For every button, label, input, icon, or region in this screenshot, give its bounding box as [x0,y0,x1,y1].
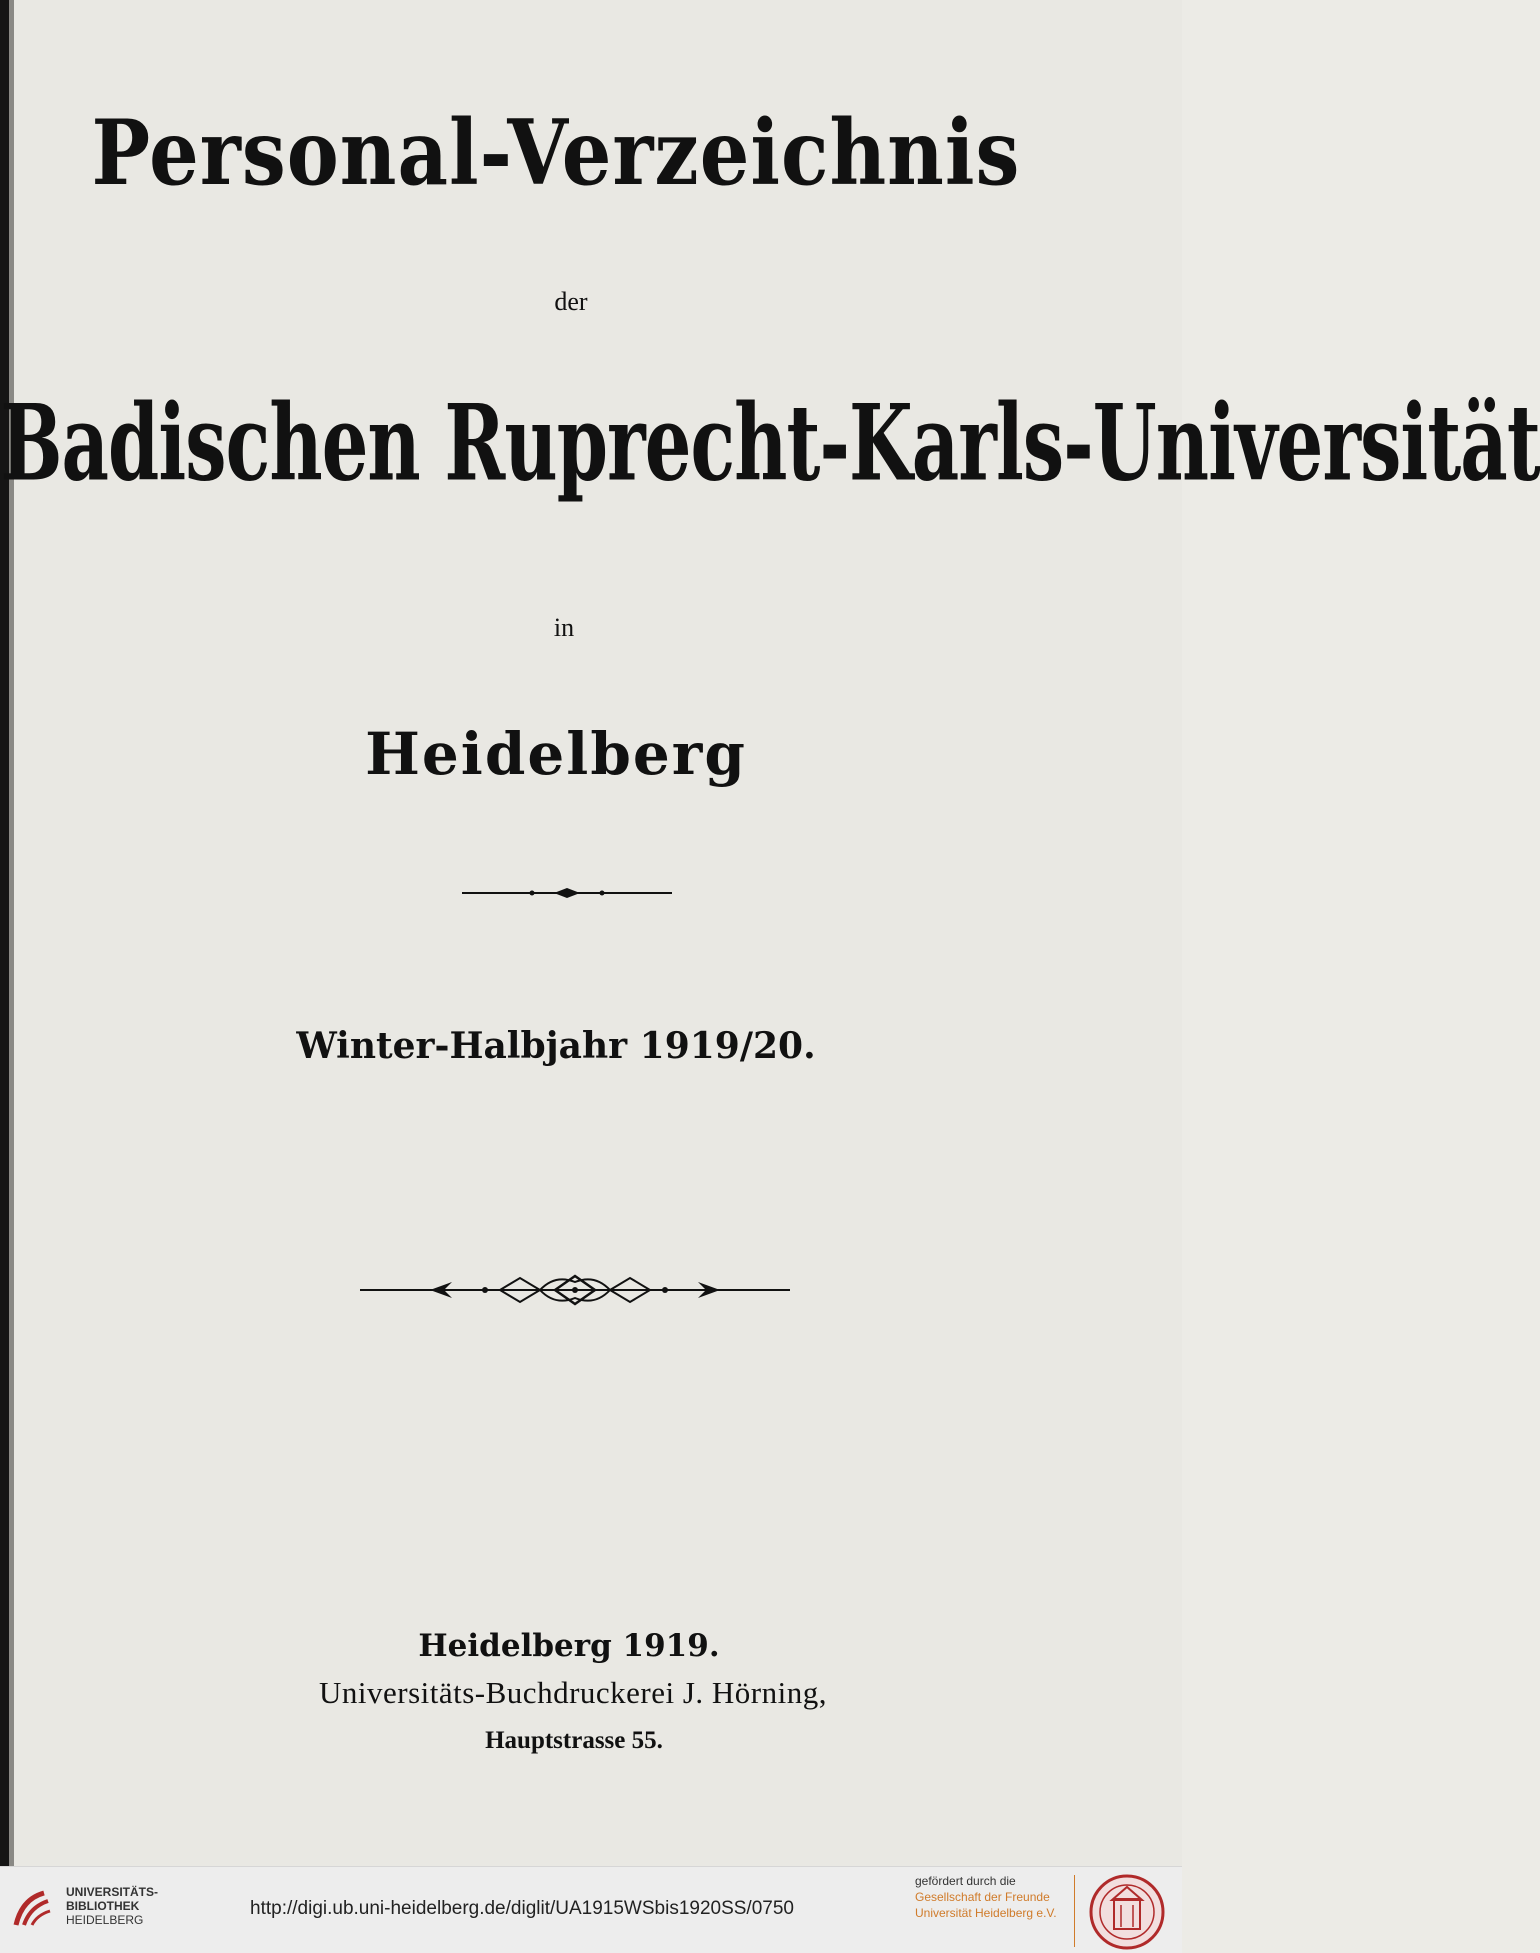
imprint-printer: Universitäts-Buchdruckerei J. Hörning, [319,1675,827,1710]
book-spine-edge [0,0,9,1866]
sponsor-divider [1074,1875,1075,1947]
imprint-address: Hauptstrasse 55. [485,1727,663,1754]
sponsor-credit [915,1873,1075,1921]
title-line-2: Badischen Ruprecht-Karls-Universität [0,382,1540,505]
library-name [66,1885,158,1927]
ub-logo-icon [12,1889,52,1929]
digitization-footer [0,1866,1182,1953]
connector-der: der [554,287,588,316]
ornament-flourish-icon [360,1268,790,1312]
sponsor-prefix: gefördert durch die [915,1874,1016,1888]
permalink-url[interactable]: http://digi.ub.uni-heidelberg.de/diglit/UA1915WSbis1920SS/0750 [250,1898,794,1919]
ornament-rule-icon [462,885,672,901]
sponsor-org-line-1: Gesellschaft der Freunde [915,1890,1050,1904]
sponsor-org-line-2: Universität Heidelberg e.V. [915,1906,1057,1920]
connector-in: in [553,613,575,642]
title-line-1: Personal-Verzeichnis [91,101,1021,206]
city-title: Heidelberg [365,720,747,788]
university-seal-icon [1088,1873,1166,1951]
book-spine-shadow [9,0,14,1866]
library-line-1: UNIVERSITÄTS- [66,1885,159,1899]
semester-line: Winter-Halbjahr 1919/20. [296,1025,816,1067]
imprint-place-year: Heidelberg 1919. [418,1628,720,1664]
library-line-2: BIBLIOTHEK [66,1899,140,1913]
library-line-3: HEIDELBERG [66,1913,144,1927]
